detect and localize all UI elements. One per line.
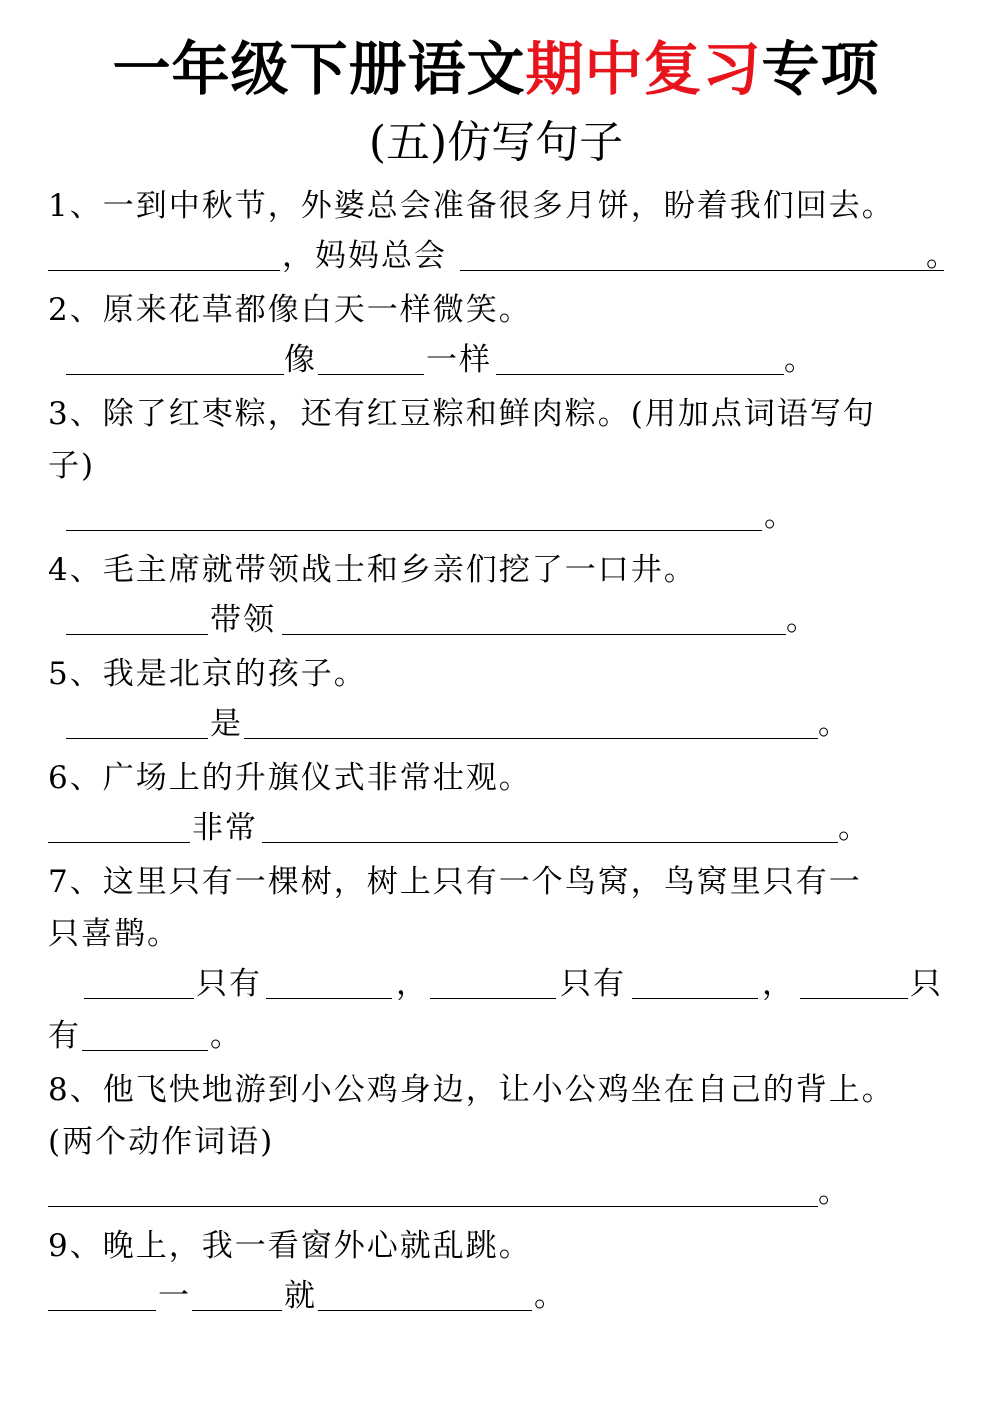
question-5: 5、我是北京的孩子。 <box>48 656 367 692</box>
q7-comma-2: ， <box>762 966 795 1002</box>
question-4: 4、毛主席就带领战士和乡亲们挖了一口井。 <box>48 552 697 588</box>
title-highlight: 期中复习 <box>525 35 762 103</box>
page-title <box>0 34 992 104</box>
q7-blank-1[interactable] <box>84 998 194 999</box>
q9-blank-3[interactable] <box>318 1310 532 1311</box>
q2-text-1: 像 <box>284 342 317 378</box>
q8-blank-1[interactable] <box>48 1206 818 1207</box>
q6-blank-2[interactable] <box>262 842 838 843</box>
q4-blank-1[interactable] <box>66 634 208 635</box>
q1-blank-1[interactable] <box>48 270 280 271</box>
q9-blank-1[interactable] <box>48 1310 156 1311</box>
title-part1: 一年级下册语文 <box>112 35 526 103</box>
q5-end: 。 <box>818 706 851 742</box>
q9-text-1: 一 <box>158 1278 191 1314</box>
q5-blank-1[interactable] <box>66 738 208 739</box>
q7-end: 。 <box>210 1018 243 1054</box>
question-7: 7、这里只有一棵树，树上只有一个鸟窝，鸟窝里只有一 <box>48 864 862 900</box>
q2-blank-2[interactable] <box>318 374 424 375</box>
q2-end: 。 <box>784 342 817 378</box>
q7-blank-3[interactable] <box>430 998 556 999</box>
q3-blank-1[interactable] <box>66 530 762 531</box>
question-1: 1、一到中秋节，外婆总会准备很多月饼，盼着我们回去。 <box>48 188 895 224</box>
q7-blank-4[interactable] <box>632 998 758 999</box>
q6-end: 。 <box>838 810 871 846</box>
q7-text-4: 有 <box>48 1018 81 1054</box>
q5-blank-2[interactable] <box>244 738 818 739</box>
q7-blank-5[interactable] <box>800 998 908 999</box>
q3-end: 。 <box>764 498 797 534</box>
q7-blank-6[interactable] <box>82 1050 208 1051</box>
q1-text-1: ，妈妈总会 <box>282 238 447 274</box>
question-2: 2、原来花草都像白天一样微笑。 <box>48 292 532 328</box>
question-3-cont: 子) <box>48 448 96 484</box>
q9-text-2: 就 <box>284 1278 317 1314</box>
q1-blank-2[interactable] <box>460 270 944 271</box>
title-part2: 专项 <box>761 35 880 103</box>
q4-blank-2[interactable] <box>282 634 786 635</box>
question-8: 8、他飞快地游到小公鸡身边，让小公鸡坐在自己的背上。 <box>48 1072 895 1108</box>
q1-end: 。 <box>926 238 959 274</box>
q6-text-1: 非常 <box>192 810 258 846</box>
question-9: 9、晚上，我一看窗外心就乱跳。 <box>48 1228 532 1264</box>
q2-blank-3[interactable] <box>496 374 784 375</box>
q6-blank-1[interactable] <box>48 842 190 843</box>
q8-end: 。 <box>818 1174 851 1210</box>
q4-text-1: 带领 <box>210 602 276 638</box>
q7-text-2: 只有 <box>560 966 626 1002</box>
q7-blank-2[interactable] <box>266 998 392 999</box>
q7-text-1: 只有 <box>196 966 262 1002</box>
question-3: 3、除了红枣粽，还有红豆粽和鲜肉粽。(用加点词语写句 <box>48 396 876 432</box>
question-7-cont: 只喜鹊。 <box>48 916 180 952</box>
page-subtitle: (五)仿写句子 <box>368 117 624 168</box>
q7-comma-1: ， <box>396 966 429 1002</box>
q2-text-2: 一样 <box>426 342 492 378</box>
q9-end: 。 <box>534 1278 567 1314</box>
question-6: 6、广场上的升旗仪式非常壮观。 <box>48 760 532 796</box>
q7-text-3: 只 <box>910 966 943 1002</box>
q5-text-1: 是 <box>210 706 243 742</box>
q2-blank-1[interactable] <box>66 374 284 375</box>
question-8-cont: (两个动作词语) <box>48 1124 275 1160</box>
q9-blank-2[interactable] <box>192 1310 282 1311</box>
q4-end: 。 <box>786 602 819 638</box>
